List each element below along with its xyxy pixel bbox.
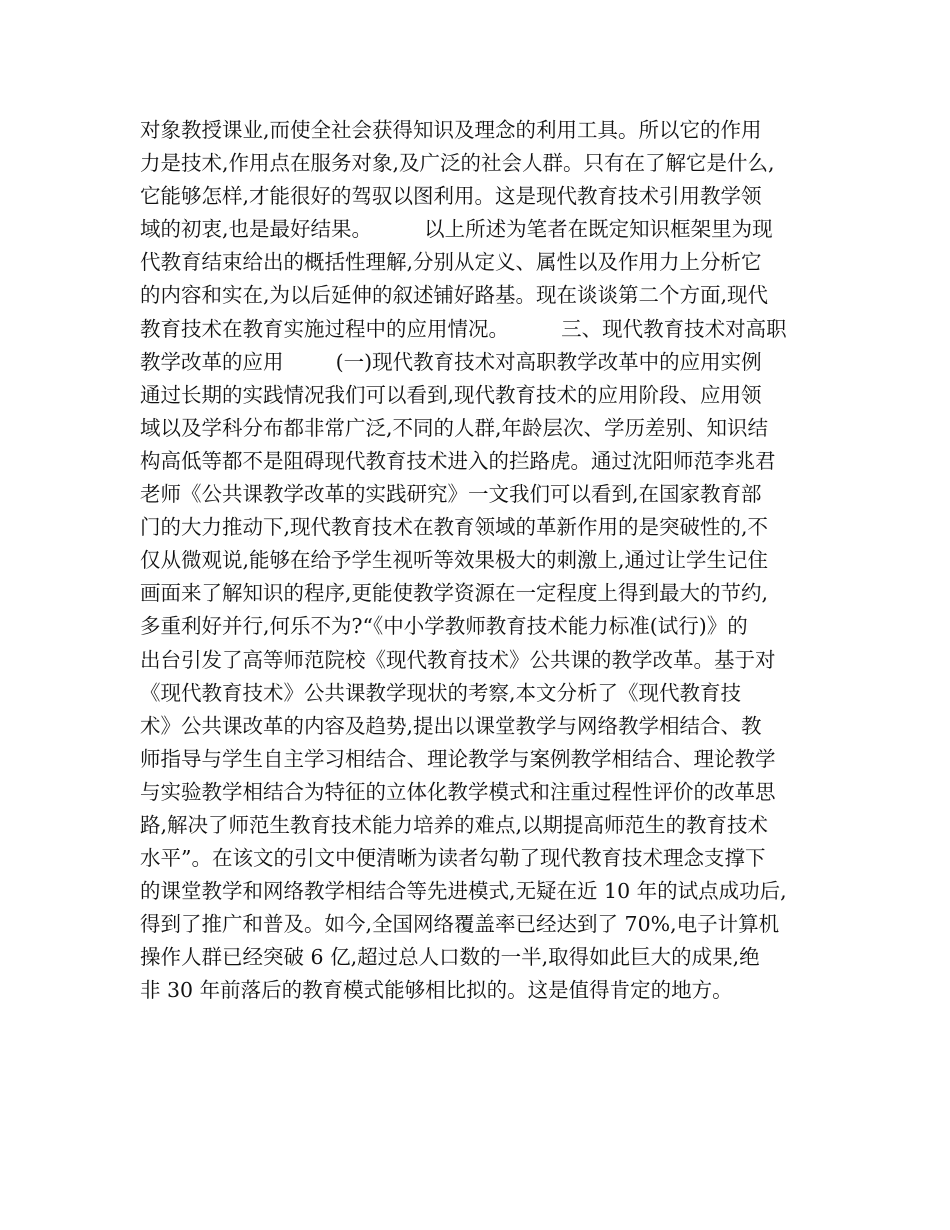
text-line: 对象教授课业,而使全社会获得知识及理念的利用工具。所以它的作用 [140, 118, 762, 142]
text-line: 仅从微观说,能够在给予学生视听等效果极大的刺激上,通过让学生记住 [140, 548, 769, 573]
text-line: 通过长期的实践情况我们可以看到,现代教育技术的应用阶段、应用领 [140, 382, 762, 407]
text-line: 非 30 年前落后的教育模式能够相比拟的。这是值得肯定的地方。 [140, 978, 733, 1003]
text-line: 术》公共课改革的内容及趋势,提出以课堂教学与网络教学相结合、教 [140, 713, 762, 738]
text-line: 构高低等都不是阻碍现代教育技术进入的拦路虎。通过沈阳师范李兆君 [140, 448, 776, 473]
text-line: 操作人群已经突破 6 亿,超过总人口数的一半,取得如此巨大的成果,绝 [140, 945, 760, 970]
text-line: 的课堂教学和网络教学相结合等先进模式,无疑在近 10 年的试点成功后, [140, 879, 787, 904]
text-line: 力是技术,作用点在服务对象,及广泛的社会人群。只有在了解它是什么, [140, 151, 775, 176]
text-line: 得到了推广和普及。如今,全国网络覆盖率已经达到了 70%,电子计算机 [140, 912, 780, 937]
text-line: 域的初衷,也是最好结果。 以上所述为笔者在既定知识框架里为现 [140, 217, 773, 242]
text-line: 代教育结束给出的概括性理解,分别从定义、属性以及作用力上分析它 [140, 250, 762, 275]
text-line: 的内容和实在,为以后延伸的叙述铺好路基。现在谈谈第二个方面,现代 [140, 283, 769, 308]
text-line: 与实验教学相结合为特征的立体化教学模式和注重过程性评价的改革思 [140, 779, 776, 804]
text-line: 门的大力推动下,现代教育技术在教育领域的革新作用的是突破性的,不 [140, 515, 769, 540]
text-line: 师指导与学生自主学习相结合、理论教学与案例教学相结合、理论教学 [140, 746, 776, 771]
text-line: 域以及学科分布都非常广泛,不同的人群,年龄层次、学历差别、知识结 [140, 415, 769, 440]
text-line: 教学改革的应用 (一)现代教育技术对高职教学改革中的应用实例 [140, 349, 762, 374]
text-line: 水平”。在该文的引文中便清晰为读者勾勒了现代教育技术理念支撑下 [140, 846, 766, 871]
text-line: 多重利好并行,何乐不为?“《中小学教师教育技术能力标准(试行)》的 [140, 614, 748, 639]
text-line: 老师《公共课教学改革的实践研究》一文我们可以看到,在国家教育部 [140, 482, 762, 507]
text-line: 画面来了解知识的程序,更能使教学资源在一定程度上得到最大的节约, [140, 581, 769, 606]
text-line: 路,解决了师范生教育技术能力培养的难点,以期提高师范生的教育技术 [140, 812, 769, 837]
text-line: 出台引发了高等师范院校《现代教育技术》公共课的教学改革。基于对 [140, 647, 776, 672]
text-line: 《现代教育技术》公共课教学现状的考察,本文分析了《现代教育技 [140, 680, 742, 705]
text-line: 它能够怎样,才能很好的驾驭以图利用。这是现代教育技术引用教学领 [140, 184, 762, 209]
text-line: 教育技术在教育实施过程中的应用情况。 三、现代教育技术对高职 [140, 316, 787, 341]
body-text [140, 114, 830, 1008]
